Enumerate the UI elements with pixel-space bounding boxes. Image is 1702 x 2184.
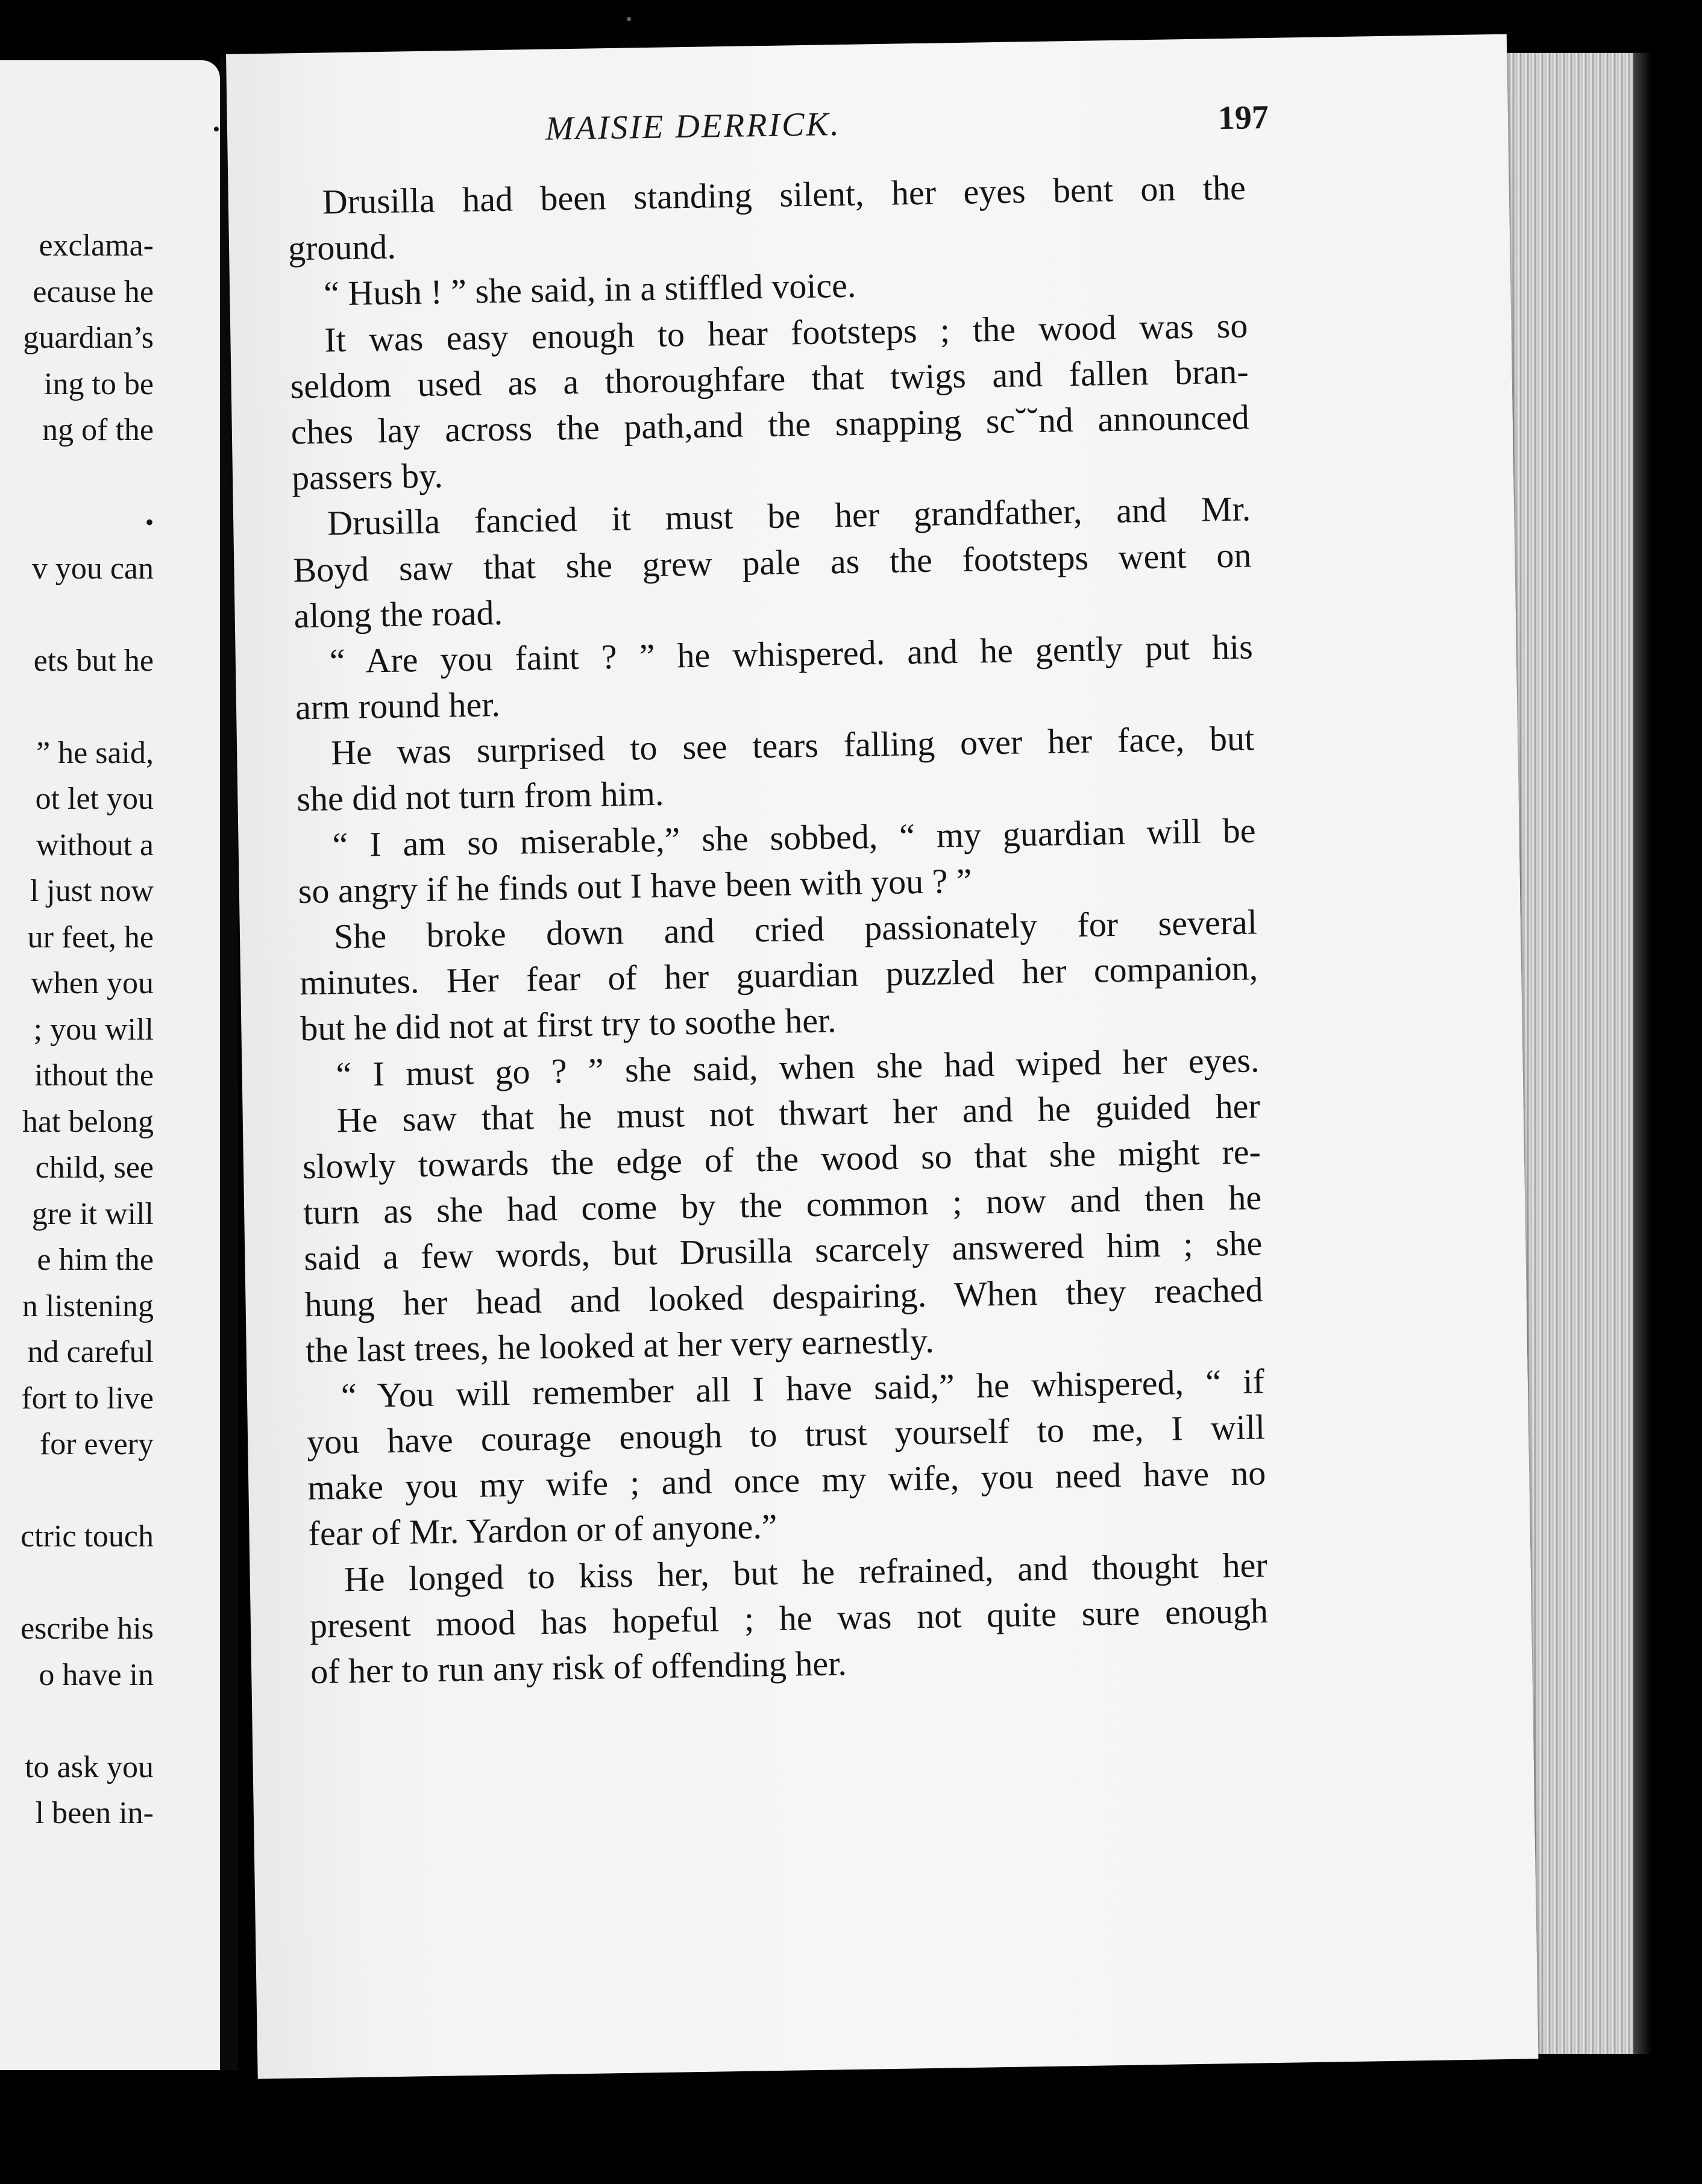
text-line: so angry if he finds out I have been with you ? ” — [298, 861, 973, 911]
left-page-line: child, see — [35, 1150, 154, 1185]
text-line: said a few words, but Drusilla scarcely answered him ; she — [303, 1223, 1263, 1278]
text-line: the last trees, he looked at her very earnestly. — [305, 1320, 935, 1370]
text-line: “ Are you faint ? ” he whispered. and he gently put his — [329, 627, 1254, 681]
text-line: arm round her. — [295, 685, 501, 727]
left-page-line: without a — [36, 827, 154, 862]
left-page-line — [0, 1698, 154, 1745]
text-line: of her to run any risk of offending her. — [310, 1643, 847, 1692]
left-page-line: ” he said, — [36, 735, 154, 770]
page-content — [286, 98, 1269, 1695]
page-edges-shadow — [1633, 53, 1651, 2054]
left-page-line: exclama- — [39, 228, 154, 263]
left-page-line: to ask you — [25, 1749, 154, 1784]
text-line: Drusilla had been standing silent, her eyes bent on the — [322, 168, 1246, 222]
text-line: “ I must go ? ” she said, when she had wiped her eyes. — [336, 1040, 1260, 1094]
left-page-line: l been in- — [35, 1796, 154, 1830]
left-page-line: ets but he — [33, 643, 154, 678]
text-line: Drusilla fancied it must be her grandfather, and Mr. — [327, 489, 1251, 543]
text-line: turn as she had come by the common ; now and then he — [303, 1178, 1262, 1232]
page-number: 197 — [1217, 98, 1269, 137]
text-line: present mood has hopeful ; he was not quite sure enough — [309, 1590, 1269, 1645]
text-line: hung her head and looked despairing. When they reached — [304, 1269, 1263, 1324]
left-page-line: ur feet, he — [27, 920, 154, 955]
left-page — [0, 60, 220, 2070]
text-line: “ Hush ! ” she said, in a stiffled voice. — [323, 266, 856, 313]
left-page-line: e him the — [37, 1243, 154, 1277]
text-line: make you my wife ; and once my wife, you need have no — [307, 1453, 1266, 1508]
running-title: MAISIE DERRICK. — [545, 105, 841, 148]
left-page-line: ctric touch — [20, 1519, 154, 1554]
left-page-line: ot let you — [35, 782, 154, 816]
text-line: “ You will remember all I have said,” he whispered, “ if — [341, 1361, 1265, 1416]
text-line: He longed to kiss her, but he refrained, and thought her — [344, 1545, 1268, 1599]
left-page-line: ing to be — [44, 366, 154, 401]
text-line: ground. — [287, 227, 397, 268]
left-page-line — [0, 454, 154, 500]
text-line: He was surprised to see tears falling over her face, but — [330, 718, 1255, 773]
text-line: minutes. Her fear of her guardian puzzled her companion, — [299, 948, 1258, 1003]
text-line: seldom used as a thoroughfare that twigs and fallen bran- — [290, 351, 1249, 406]
scan-speck — [627, 17, 631, 21]
left-page-line: l just now — [30, 874, 154, 908]
left-page-line: nd careful — [27, 1335, 154, 1369]
text-line: passers by. — [291, 456, 444, 498]
left-page-line: n listening — [22, 1288, 154, 1323]
left-page-line: guardian’s — [23, 321, 154, 355]
text-line: you have courage enough to trust yourself to me, I will — [306, 1407, 1266, 1462]
left-page-line: gre it will — [31, 1196, 154, 1231]
left-page-text — [0, 223, 154, 1837]
left-page-line: v you can — [31, 551, 154, 586]
text-line: slowly towards the edge of the wood so that she might re- — [302, 1132, 1261, 1187]
left-page-line: fort to live — [21, 1381, 154, 1416]
left-page-line: escribe his — [20, 1611, 154, 1646]
left-page-line: hat belong — [22, 1104, 154, 1139]
left-page-line: ecause he — [33, 274, 154, 309]
text-line: He saw that he must not thwart her and he guided her — [336, 1086, 1261, 1140]
text-line: she did not turn from him. — [296, 774, 664, 819]
left-page-line: ; you will — [33, 1012, 154, 1047]
text-line: “ I am so miserable,” she sobbed, “ my guardian will be — [332, 810, 1256, 865]
text-line: Boyd saw that she grew pale as the footsteps went on — [292, 535, 1252, 589]
left-page-line — [0, 1560, 154, 1607]
left-page-line: for every — [39, 1427, 154, 1461]
right-page — [226, 34, 1539, 2079]
text-line: along the road. — [294, 592, 503, 636]
body-text — [287, 165, 1269, 1695]
text-line: fear of Mr. Yardon or of anyone.” — [308, 1507, 777, 1554]
left-page-line: ithout the — [34, 1058, 154, 1093]
left-page-line — [0, 1468, 154, 1514]
left-page-line — [0, 684, 154, 730]
left-page-line: • — [145, 509, 154, 536]
left-page-line — [0, 592, 154, 638]
text-line: She broke down and cried passionately for several — [333, 902, 1258, 956]
left-page-line: when you — [31, 966, 154, 1000]
text-line: but he did not at first try to soothe her. — [300, 1000, 837, 1049]
text-line: ches lay across the path,and the snapping sc˘˘nd announced — [290, 397, 1250, 452]
left-page-line: o have in — [39, 1657, 154, 1692]
stray-ink-mark — [214, 127, 219, 131]
left-page-line: ng of the — [42, 413, 154, 447]
text-line: It was easy enough to hear footsteps ; the wood was so — [324, 305, 1248, 360]
